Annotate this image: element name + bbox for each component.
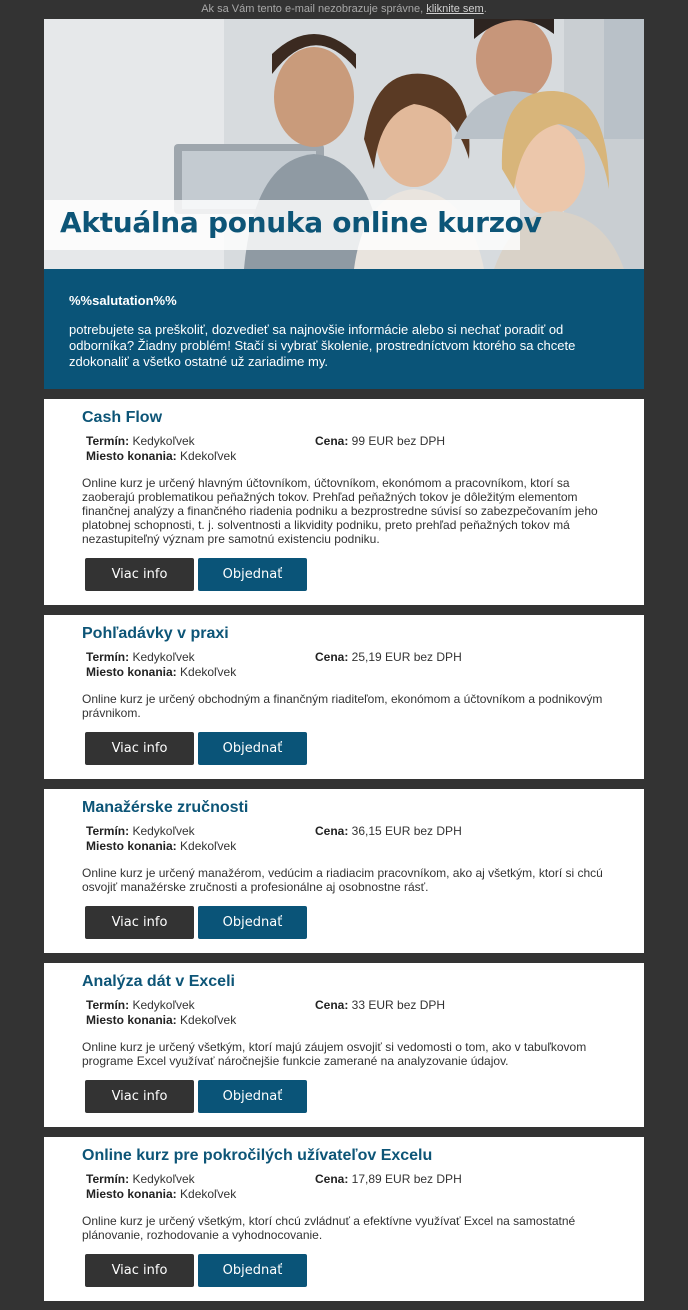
course-price: 36,15 EUR bez DPH xyxy=(348,824,462,838)
price-label: Cena: xyxy=(315,1172,349,1186)
preheader-text: Ak sa Vám tento e-mail nezobrazuje správne, xyxy=(201,3,427,15)
course-card xyxy=(44,399,644,605)
price-label: Cena: xyxy=(315,998,349,1012)
hero-banner xyxy=(44,19,644,269)
course-title[interactable]: Analýza dát v Exceli xyxy=(82,973,235,990)
price-label: Cena: xyxy=(315,650,349,664)
course-term-place xyxy=(86,434,236,464)
course-term: Kedykoľvek xyxy=(129,434,195,448)
hero-title-box xyxy=(44,200,542,250)
intro-salutation: %%salutation%% xyxy=(69,293,177,308)
place-label: Miesto konania: xyxy=(86,665,177,679)
hero-title: Aktuálna ponuka online kurzov xyxy=(60,206,542,239)
course-price: 99 EUR bez DPH xyxy=(348,434,446,448)
course-meta xyxy=(82,998,606,1030)
more-info-button[interactable]: Viac info xyxy=(85,906,194,939)
term-label: Termín: xyxy=(86,1172,130,1186)
course-title[interactable]: Manažérske zručnosti xyxy=(82,799,249,816)
preheader xyxy=(0,0,688,18)
course-place: Kdekoľvek xyxy=(176,449,237,463)
course-buttons xyxy=(82,1254,606,1300)
course-title[interactable]: Online kurz pre pokročilých užívateľov Excelu xyxy=(82,1147,433,1164)
course-description: Online kurz je určený všetkým, ktorí majú záujem osvojiť si vedomosti o tom, ako v tabuľkovom programe Excel využívať náročnejšie funkcie zamerané na analyzovanie údajov. xyxy=(82,1040,587,1068)
order-button[interactable]: Objednať xyxy=(198,732,307,765)
course-term: Kedykoľvek xyxy=(129,650,195,664)
course-meta xyxy=(82,650,606,682)
course-price-block xyxy=(315,650,462,665)
place-label: Miesto konania: xyxy=(86,449,177,463)
course-meta xyxy=(82,824,606,856)
course-meta xyxy=(82,434,606,466)
term-label: Termín: xyxy=(86,650,130,664)
course-place: Kdekoľvek xyxy=(176,839,237,853)
course-buttons xyxy=(82,906,606,952)
course-buttons xyxy=(82,1080,606,1126)
course-description: Online kurz je určený všetkým, ktorí chcú zvládnuť a efektívne využívať Excel na samostatné plánovanie, rozhodovanie a vyhodnocovanie. xyxy=(82,1214,576,1242)
place-label: Miesto konania: xyxy=(86,1013,177,1027)
course-term: Kedykoľvek xyxy=(129,998,195,1012)
course-buttons xyxy=(82,732,606,778)
course-meta xyxy=(82,1172,606,1204)
term-label: Termín: xyxy=(86,434,130,448)
course-price: 25,19 EUR bez DPH xyxy=(348,650,462,664)
more-info-button[interactable]: Viac info xyxy=(85,1254,194,1287)
course-term: Kedykoľvek xyxy=(129,824,195,838)
course-card xyxy=(44,615,644,779)
course-description: Online kurz je určený hlavným účtovníkom, účtovníkom, ekonómom a pracovníkom, ktorí sa zaoberajú problematikou peňažných tokov. Prehľad peňažných tokov je dôležitým elementom finančnej analýzy a finančného riadenia podniku a bezprostredne súvisí so zabezpečovaním jeho platobnej schopnosti, t. j. solventnosti a likvidity podniku, preto prehľad peňažných tokov má nezastupiteľný význam pre samotnú existenciu podniku. xyxy=(82,476,598,546)
term-label: Termín: xyxy=(86,998,130,1012)
course-buttons xyxy=(82,558,606,604)
order-button[interactable]: Objednať xyxy=(198,1254,307,1287)
course-price: 17,89 EUR bez DPH xyxy=(348,1172,462,1186)
course-title[interactable]: Cash Flow xyxy=(82,409,163,426)
order-button[interactable]: Objednať xyxy=(198,906,307,939)
intro-section xyxy=(44,269,644,389)
course-price-block xyxy=(315,998,445,1013)
course-card xyxy=(44,963,644,1127)
course-card xyxy=(44,789,644,953)
course-description: Online kurz je určený obchodným a finančným riaditeľom, ekonómom a účtovníkom a podnikovým právnikom. xyxy=(82,692,603,720)
preheader-link[interactable]: kliknite sem xyxy=(426,3,484,15)
course-place: Kdekoľvek xyxy=(176,1187,237,1201)
price-label: Cena: xyxy=(315,824,349,838)
course-term: Kedykoľvek xyxy=(129,1172,195,1186)
course-title[interactable]: Pohľadávky v praxi xyxy=(82,625,229,642)
preheader-after: . xyxy=(483,3,487,15)
course-card xyxy=(44,1137,644,1301)
course-place: Kdekoľvek xyxy=(176,1013,237,1027)
course-term-place xyxy=(86,1172,236,1202)
course-term-place xyxy=(86,824,236,854)
place-label: Miesto konania: xyxy=(86,839,177,853)
place-label: Miesto konania: xyxy=(86,1187,177,1201)
course-term-place xyxy=(86,998,236,1028)
intro-text: potrebujete sa preškoliť, dozvedieť sa najnovšie informácie alebo si nechať poradiť od odborníka? Žiadny problém! Stačí si vybrať školenie, prostredníctvom ktorého sa chcete zdokonaliť a všetko ostatné už zariadime my. xyxy=(69,322,576,369)
order-button[interactable]: Objednať xyxy=(198,1080,307,1113)
course-description: Online kurz je určený manažérom, vedúcim a riadiacim pracovníkom, ako aj všetkým, ktorí si chcú osvojiť manažérske zručnosti a profesionálne aj osobnostne rásť. xyxy=(82,866,603,894)
course-price-block xyxy=(315,434,445,449)
course-price-block xyxy=(315,824,462,839)
email-container xyxy=(44,19,644,1301)
course-term-place xyxy=(86,650,236,680)
price-label: Cena: xyxy=(315,434,349,448)
more-info-button[interactable]: Viac info xyxy=(85,1080,194,1113)
course-place: Kdekoľvek xyxy=(176,665,237,679)
more-info-button[interactable]: Viac info xyxy=(85,558,194,591)
course-price: 33 EUR bez DPH xyxy=(348,998,446,1012)
term-label: Termín: xyxy=(86,824,130,838)
more-info-button[interactable]: Viac info xyxy=(85,732,194,765)
course-price-block xyxy=(315,1172,462,1187)
order-button[interactable]: Objednať xyxy=(198,558,307,591)
